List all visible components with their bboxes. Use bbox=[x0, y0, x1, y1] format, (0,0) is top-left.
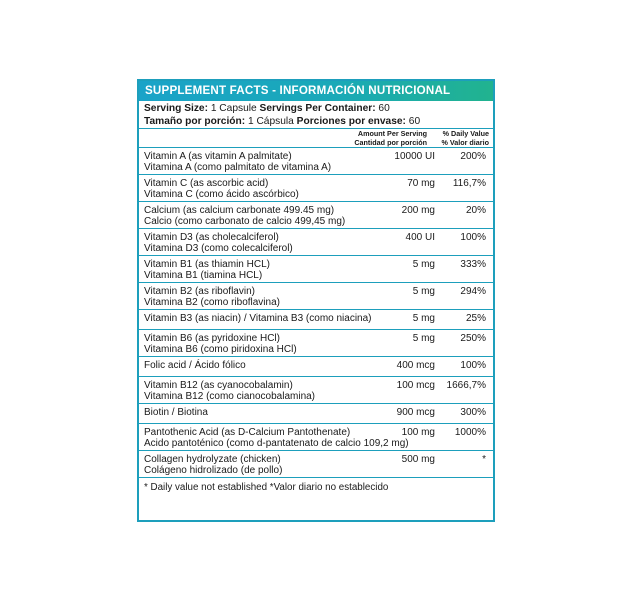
nutrient-daily-value: 300% bbox=[460, 407, 486, 418]
nutrient-table bbox=[139, 148, 493, 478]
nutrient-name-es: Vitamina A (como palmitato de vitamina A) bbox=[144, 162, 332, 174]
nutrient-row bbox=[139, 175, 493, 202]
nutrient-name-es: Calcio (como carbonato de calcio 499,45 mg) bbox=[144, 216, 346, 228]
nutrient-daily-value: 100% bbox=[460, 232, 486, 243]
supplement-facts-panel bbox=[137, 79, 495, 522]
nutrient-amount: 500 mg bbox=[401, 454, 435, 465]
serving-info bbox=[139, 101, 493, 128]
nutrient-daily-value: 20% bbox=[465, 205, 486, 216]
daily-value-column-header bbox=[429, 130, 489, 147]
nutrient-daily-value: 1666,7% bbox=[446, 380, 486, 391]
serving-line-es bbox=[144, 116, 488, 129]
nutrient-amount: 100 mg bbox=[401, 427, 435, 438]
serving-line-en bbox=[144, 103, 488, 116]
amount-header-en: Amount Per Serving bbox=[357, 129, 427, 138]
nutrient-amount: 200 mg bbox=[401, 205, 435, 216]
nutrient-row bbox=[139, 404, 493, 424]
column-headers bbox=[139, 128, 493, 148]
nutrient-daily-value: 200% bbox=[460, 151, 486, 162]
dv-header-es: % Valor diario bbox=[441, 137, 489, 147]
nutrient-daily-value: 116,7% bbox=[452, 178, 486, 189]
nutrient-daily-value: 25% bbox=[465, 313, 486, 324]
nutrient-row bbox=[139, 202, 493, 229]
nutrient-name-es: Vitamina B2 (como riboflavina) bbox=[144, 297, 280, 309]
servings-per-container-label: Servings Per Container: bbox=[259, 103, 376, 114]
nutrient-row bbox=[139, 330, 493, 357]
nutrient-row bbox=[139, 283, 493, 310]
nutrient-name-en: Vitamin B3 (as niacin) / Vitamina B3 (como niacina) bbox=[144, 313, 372, 324]
nutrient-name-es: Vitamina D3 (como colecalciferol) bbox=[144, 243, 293, 255]
nutrient-name-en: Vitamin D3 (as cholecalciferol) bbox=[144, 232, 279, 243]
nutrient-daily-value: 250% bbox=[460, 333, 486, 344]
serving-size-label: Serving Size: bbox=[144, 103, 208, 114]
nutrient-row bbox=[139, 377, 493, 404]
nutrient-name-es: Colágeno hidrolizado (de pollo) bbox=[144, 465, 283, 477]
nutrient-name-en: Vitamin C (as ascorbic acid) bbox=[144, 178, 269, 189]
nutrient-row bbox=[139, 424, 493, 451]
nutrient-daily-value: 294% bbox=[460, 286, 486, 297]
nutrient-amount: 400 mcg bbox=[396, 360, 435, 371]
nutrient-name-en: Vitamin B12 (as cyanocobalamin) bbox=[144, 380, 293, 391]
nutrient-name-en: Pantothenic Acid (as D-Calcium Pantothenate) bbox=[144, 427, 351, 438]
nutrient-daily-value: * bbox=[482, 454, 486, 465]
tamano-porcion-label: Tamaño por porción: bbox=[144, 115, 246, 127]
nutrient-name-en: Vitamin B1 (as thiamin HCL) bbox=[144, 259, 270, 270]
nutrient-name-en: Vitamin A (as vitamin A palmitate) bbox=[144, 151, 292, 162]
nutrient-daily-value: 100% bbox=[460, 360, 486, 371]
nutrient-name-es: Vitamina C (como ácido ascórbico) bbox=[144, 189, 299, 201]
nutrient-row bbox=[139, 451, 493, 478]
nutrient-name-en: Vitamin B6 (as pyridoxine HCl) bbox=[144, 333, 280, 344]
nutrient-name-en: Calcium (as calcium carbonate 499.45 mg) bbox=[144, 205, 335, 216]
nutrient-amount: 5 mg bbox=[412, 259, 435, 270]
nutrient-name-en: Vitamin B2 (as riboflavin) bbox=[144, 286, 255, 297]
amount-header-es: Cantidad por porción bbox=[354, 137, 427, 147]
nutrient-amount: 900 mcg bbox=[396, 407, 435, 418]
nutrient-name-en: Collagen hydrolyzate (chicken) bbox=[144, 454, 281, 465]
nutrient-row bbox=[139, 357, 493, 377]
nutrient-daily-value: 1000% bbox=[454, 427, 486, 438]
nutrient-row bbox=[139, 256, 493, 283]
tamano-porcion-value: 1 Cápsula bbox=[245, 115, 297, 127]
nutrient-row bbox=[139, 148, 493, 175]
panel-title: SUPPLEMENT FACTS - INFORMACIÓN NUTRICIONAL bbox=[139, 81, 493, 101]
dv-header-en: % Daily Value bbox=[442, 129, 489, 138]
footnote: * Daily value not established *Valor diario no establecido bbox=[144, 482, 389, 493]
nutrient-name-en: Biotin / Biotina bbox=[144, 407, 208, 418]
nutrient-name-es: Vitamina B6 (como piridoxina HCl) bbox=[144, 344, 297, 356]
nutrient-amount: 70 mg bbox=[407, 178, 435, 189]
servings-per-container-value: 60 bbox=[375, 103, 390, 114]
nutrient-amount: 100 mcg bbox=[396, 380, 435, 391]
nutrient-name-es: Acido pantoténico (como d-pantatenato de calcio 109,2 mg) bbox=[144, 438, 409, 450]
nutrient-row bbox=[139, 229, 493, 256]
serving-size-value: 1 Capsule bbox=[207, 103, 260, 114]
nutrient-amount: 10000 UI bbox=[394, 151, 435, 162]
amount-column-header bbox=[337, 130, 427, 147]
porciones-envase-label: Porciones por envase: bbox=[296, 115, 406, 127]
nutrient-name-es: Vitamina B12 (como cianocobalamina) bbox=[144, 391, 316, 403]
porciones-envase-value: 60 bbox=[405, 115, 421, 127]
nutrient-name-es: Vitamina B1 (tiamina HCL) bbox=[144, 270, 263, 282]
nutrient-amount: 5 mg bbox=[412, 286, 435, 297]
nutrient-amount: 400 UI bbox=[405, 232, 435, 243]
nutrient-amount: 5 mg bbox=[412, 333, 435, 344]
nutrient-daily-value: 333% bbox=[460, 259, 486, 270]
nutrient-name-en: Folic acid / Ácido fólico bbox=[144, 360, 246, 371]
nutrient-row bbox=[139, 310, 493, 330]
nutrient-amount: 5 mg bbox=[412, 313, 435, 324]
